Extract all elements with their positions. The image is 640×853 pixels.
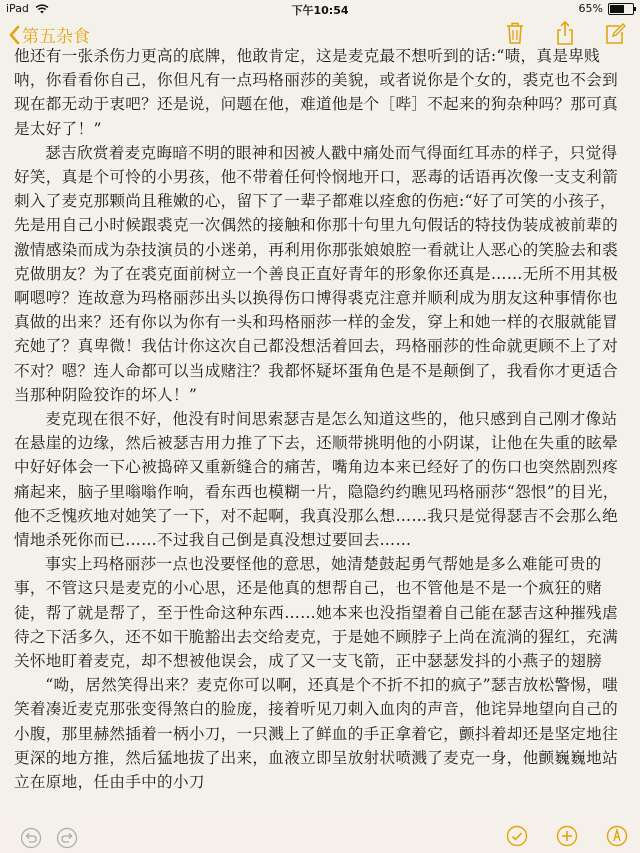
note-body[interactable] [14,44,630,823]
device-name: iPad [6,2,29,15]
undo-icon[interactable] [20,827,42,849]
note-paragraph: “呦，居然笑得出来？麦克你可以啊，还真是个不折不扣的疯子”瑟吉放松警惕，嗤笑着凑近麦克那张变得煞白的脸庞，接着听见刀刺入血肉的声音，他诧异地望向自己的小腹，那里赫然插着一柄小刀，一只溅上了鲜血的手正拿着它，颤抖着却还是坚定地往更深的地方推，然后猛地拔了出来，血液立即呈放射状喷溅了麦克一身，他颤巍巍地站立在原地，任由手中的小刀 [14,676,619,792]
undo-redo-group [20,827,78,849]
add-icon[interactable] [556,825,578,847]
nav-actions [504,20,626,46]
note-paragraph: 事实上玛格丽莎一点也没要怪他的意思，她清楚鼓起勇气帮她是多么难能可贵的事，不管这只是麦克的小心思，还是他真的想帮自己，也不管他是不是一个疯狂的赌徒，帮了就是帮了，至于性命这种东西……她本来也没指望着自己能在瑟吉这种摧残虐待之下活多久，还不如干脆豁出去交给麦克，于是她不顾脖子上尚在流淌的猩红，充满关怀地盯着麦克，却不想被他误会，成了又一支飞箭，正中瑟瑟发抖的小燕子的翅膀 [14,555,618,671]
battery-percent: 65% [578,2,603,15]
tools-group [506,825,628,847]
status-right [579,2,634,15]
trash-icon[interactable] [504,20,526,46]
note-paragraph: 瑟吉欣赏着麦克晦暗不明的眼神和因被人戳中痛处而气得面红耳赤的样子，只觉得好笑，真是个可怜的小男孩，他不带着任何怜悯地开口，恶毒的话语再次像一支支利箭刺入了麦克那颗尚且稚嫩的心，留下了一辈子都难以痊愈的伤疤:“好了可笑的小孩子，先是用自己小时候跟裘克一次偶然的接触和你那十句里九句假话的特技伪装成被前辈的激情感染而成为杂技演员的小迷弟，再利用你那张娘娘腔一看就让人恶心的笑脸去和裘克做朋友？为了在裘克面前树立一个善良正直好青年的形象你还真是……无所不用其极啊嗯哼？连故意为玛格丽莎出头以换得伤口博得裘克注意并顺利成为朋友这种事情你也真做的出来？还有你以为你有一头和玛格丽莎一样的金发，穿上和她一样的衣服就能冒充她了？真卑微！我估计你这次自己都没想活着回去，玛格丽莎的性命就更顾不上了对不对？嗯？连人命都可以当成赌注？我都怀疑坏蛋角色是不是颠倒了，我看你才更适合当那种阴险狡诈的坏人！” [14,143,618,404]
share-icon[interactable] [554,20,576,46]
battery-fill [610,5,624,13]
bottom-toolbar [0,821,640,853]
chevron-left-icon [8,25,20,45]
checklist-icon[interactable] [506,825,528,847]
sketch-icon[interactable] [606,825,628,847]
status-time: 下午10:54 [291,4,349,17]
compose-icon[interactable] [604,20,626,46]
note-paragraph: 他还有一张杀伤力更高的底牌，他敢肯定，这是麦克最不想听到的话:“啧，真是卑贱呐，你看看你自己，你但凡有一点玛格丽莎的美貌，或者说你是个女的，裘克也不会到现在都无动于衷吧？还是说，问题在他，难道他是个［哔］不起来的狗杂种吗？那可真是太好了！” [14,47,618,138]
battery-icon [608,3,634,15]
back-label: 第五杂食 [22,27,90,47]
status-bar [0,0,640,18]
note-paragraph: 麦克现在很不好，他没有时间思索瑟吉是怎么知道这些的，他只感到自己刚才像站在悬崖的边缘，然后被瑟吉用力推了下去，还顺带挑明他的小阴谋，让他在失重的眩晕中好好体会一下心被捣碎又重新缝合的痛苦，嘴角边本来已经好了的伤口也突然剧烈疼痛起来，脑子里嗡嗡作响，看东西也模糊一片，隐隐约约瞧见玛格丽莎“怨恨”的目光，他不乏愧疚地对她笑了一下，对不起啊，我真没那么想……我只是觉得瑟吉不会那么绝情地杀死你而已……不过我自己倒是真没想过要回去…… [14,410,619,550]
redo-icon[interactable] [56,827,78,849]
